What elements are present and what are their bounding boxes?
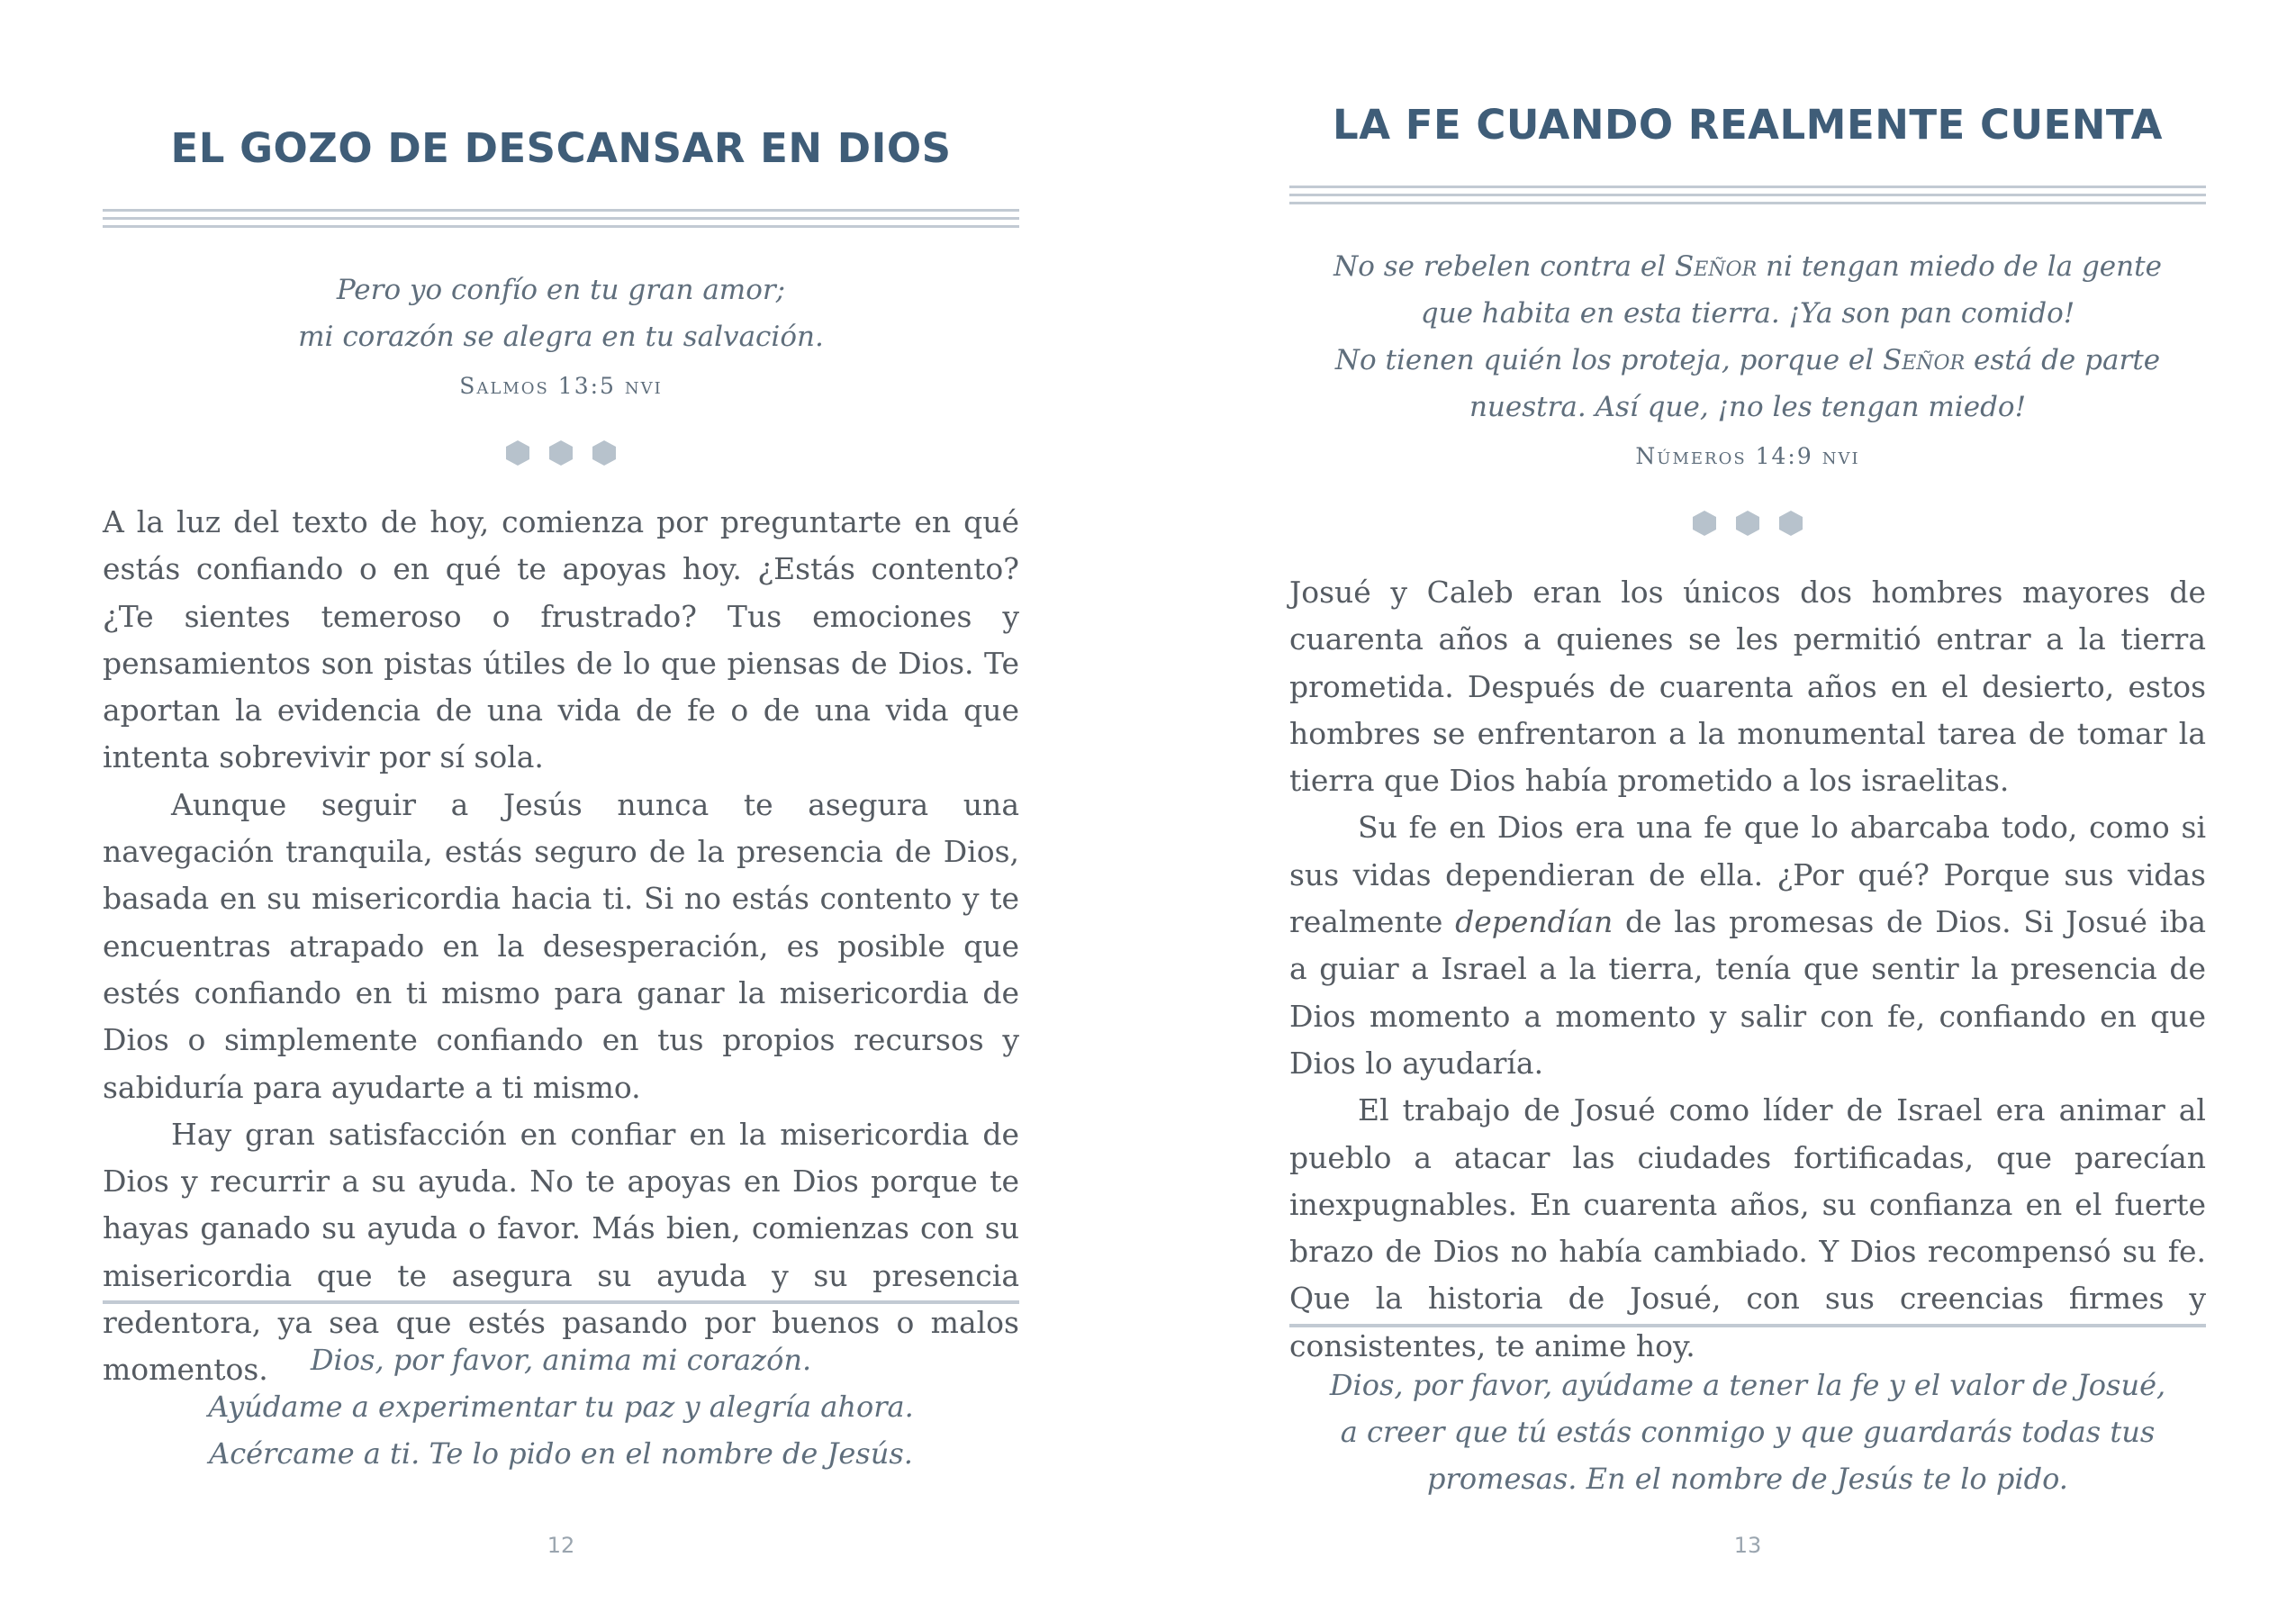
prayer-line: Ayúdame a experimentar tu paz y alegría ahora. <box>208 1390 914 1424</box>
body-paragraph: Su fe en Dios era una fe que lo abarcaba todo, como si sus vidas dependieran de ella. ¿Por qué? Porque sus vidas realmente dependían de las promesas de Dios. Si Josué iba a guiar a Israel a la tierra, tenía que sentir la presencia de Dios momento a momento y salir con fe, confiando en que Dios lo ayudaría. <box>1289 810 2207 1081</box>
verse-reference: Números 14:9 nvi <box>1635 443 1860 469</box>
prayer-line: Dios, por favor, anima mi corazón. <box>310 1343 812 1377</box>
prayer-line: Dios, por favor, ayúdame a tener la fe y el valor de Josué, <box>1329 1368 2166 1402</box>
verse-reference: Salmos 13:5 nvi <box>459 373 663 399</box>
verse-line: que habita en esta tierra. ¡Ya son pan comido! <box>1420 297 2075 330</box>
page-number: 12 <box>547 1533 575 1558</box>
hexagon-icon <box>1693 511 1716 536</box>
verse-line: No se rebelen contra el Señor ni tengan miedo de la gente <box>1333 250 2162 283</box>
prayer <box>1289 1362 2206 1502</box>
lord-small-caps: Señor <box>1883 344 1966 376</box>
verse-line: mi corazón se alegra en tu salvación. <box>298 321 824 353</box>
page-title: EL GOZO DE DESCANSAR EN DIOS <box>170 124 952 172</box>
scripture-verse <box>103 267 1019 360</box>
prayer-line: Acércame a ti. Te lo pido en el nombre de Jesús. <box>209 1436 913 1471</box>
title-divider <box>103 209 1019 230</box>
scripture-verse <box>1289 243 2206 430</box>
lord-small-caps: Señor <box>1674 250 1758 283</box>
verse-line: Pero yo confío en tu gran amor; <box>336 274 786 306</box>
hexagon-icon <box>1779 511 1803 536</box>
body-paragraph: El trabajo de Josué como líder de Israel era animar al pueblo a atacar las ciudades fortificadas, que parecían inexpugnables. En cuarenta años, su confianza en el fuerte brazo de Dios no había cambiado. Y Dios recompensó su fe. Que la historia de Josué, con sus creencias firmes y consistentes, te anime hoy. <box>1289 1092 2206 1363</box>
prayer <box>103 1336 1019 1477</box>
prayer-divider <box>1289 1324 2206 1327</box>
body-paragraph: Hay gran satisfacción en confiar en la misericordia de Dios y recurrir a su ayuda. No te apoyas en Dios porque te hayas ganado su ayuda o favor. Más bien, comienzas con su misericordia que te asegura su ayuda y su presencia redentora, ya sea que estés pasando por buenos o malos momentos. <box>103 1116 1019 1388</box>
body-paragraph: A la luz del texto de hoy, comienza por preguntarte en qué estás confiando o en qué te apoyas hoy. ¿Estás contento? ¿Te sientes temeroso o frustrado? Tus emociones y pensamientos son pistas útiles de lo que piensas de Dios. Te aportan la evidencia de una vida de fe o de una vida que intenta sobrevivir por sí sola. <box>103 504 1019 775</box>
prayer-line: promesas. En el nombre de Jesús te lo pido. <box>1427 1462 2068 1496</box>
devotional-body <box>103 499 1019 1394</box>
hexagon-ornament <box>103 440 1019 466</box>
hexagon-icon <box>549 440 573 466</box>
hexagon-icon <box>506 440 529 466</box>
hexagon-icon <box>1736 511 1759 536</box>
devotional-body <box>1289 569 2206 1370</box>
emphasis-word: dependían <box>1455 904 1614 940</box>
title-divider <box>1289 186 2206 206</box>
verse-line: No tienen quién los proteja, porque el Señor está de parte <box>1334 344 2161 376</box>
prayer-line: a creer que tú estás conmigo y que guardarás todas tus <box>1340 1415 2156 1449</box>
right-page <box>1289 0 2206 1621</box>
verse-line: nuestra. Así que, ¡no les tengan miedo! <box>1469 391 2027 423</box>
hexagon-icon <box>592 440 616 466</box>
page-number: 13 <box>1733 1533 1762 1558</box>
left-page <box>103 0 1019 1621</box>
page-title: LA FE CUANDO REALMENTE CUENTA <box>1333 101 2163 149</box>
hexagon-ornament <box>1289 511 2206 536</box>
prayer-divider <box>103 1300 1019 1304</box>
body-paragraph: Josué y Caleb eran los únicos dos hombres mayores de cuarenta años a quienes se les permitió entrar a la tierra prometida. Después de cuarenta años en el desierto, estos hombres se enfrentaron a la monumental tarea de tomar la tierra que Dios había prometido a los israelitas. <box>1289 575 2206 799</box>
body-paragraph: Aunque seguir a Jesús nunca te asegura una navegación tranquila, estás seguro de la presencia de Dios, basada en su misericordia hacia ti. Si no estás contento y te encuentras atrapado en la desesperación, es posible que estés confiando en ti mismo para ganar la misericordia de Dios o simplemente confiando en tus propios recursos y sabiduría para ayudarte a ti mismo. <box>103 786 1019 1105</box>
